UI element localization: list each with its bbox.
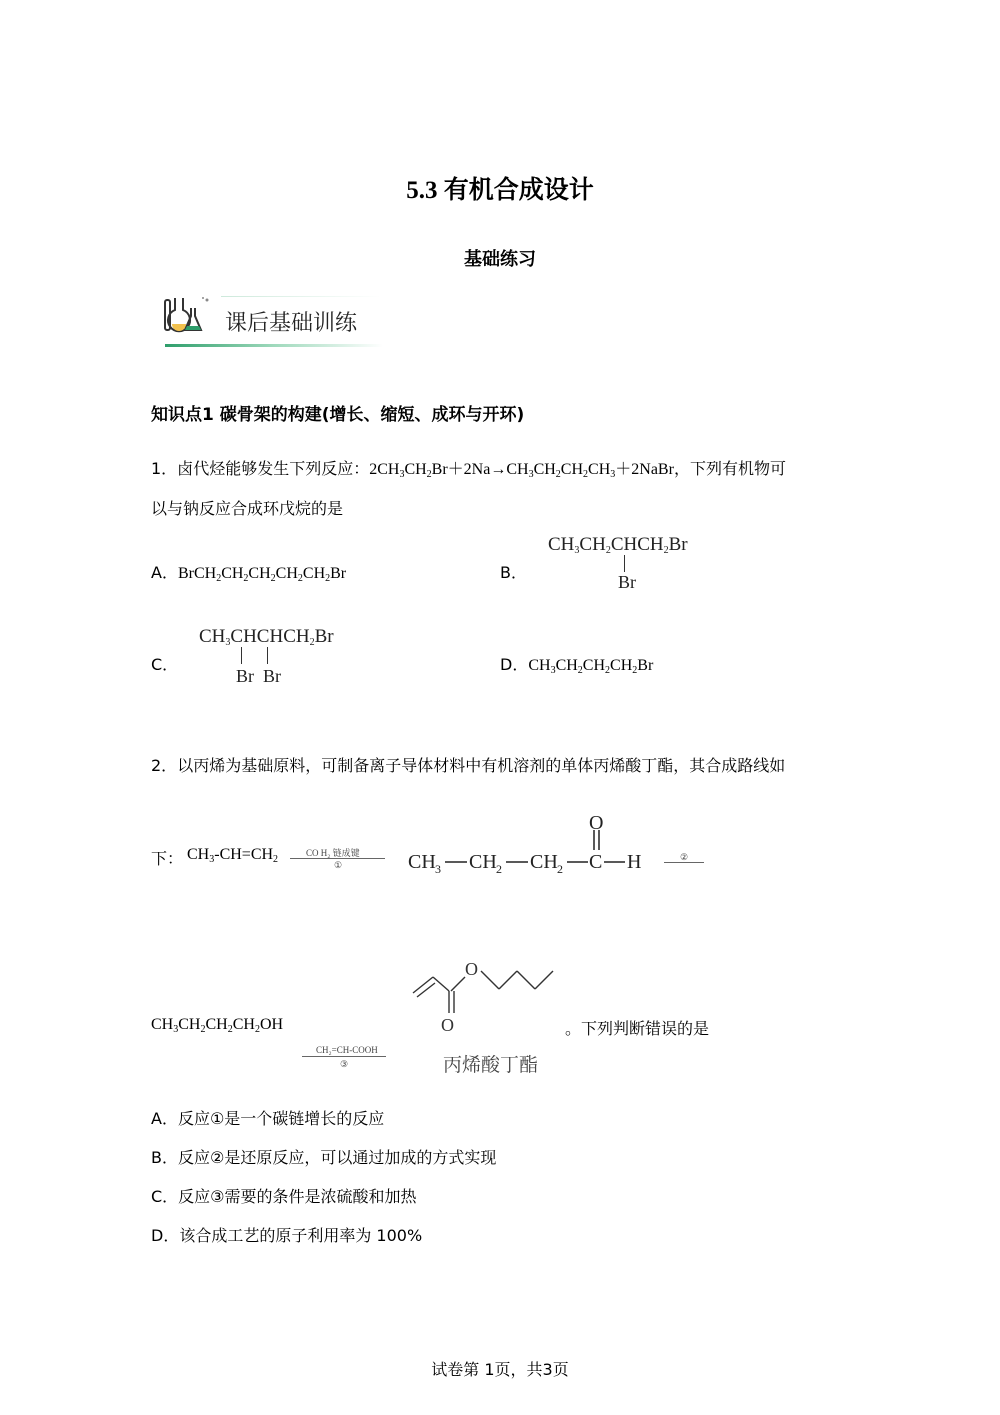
q1-option-c-label[interactable]: C． <box>151 655 179 674</box>
q1-option-b-br: Br <box>618 572 636 592</box>
q1-option-d[interactable]: D．$CH_3CH_2CH_2CH_2Br$ <box>500 655 654 676</box>
q1-option-d-formula: $CH_3CH_2CH_2CH_2Br$ <box>528 657 654 676</box>
svg-text:H: H <box>627 851 642 873</box>
q2-option-c[interactable]: C．反应③需要的条件是浓硫酸和加热 <box>151 1187 417 1206</box>
lab-flask-icon <box>163 294 213 340</box>
q2-number: 2． <box>151 756 178 775</box>
banner-underline <box>165 344 383 347</box>
q1-option-c-br-1: Br <box>236 666 254 686</box>
q2-question-tail: 。下列判断错误的是 <box>565 1019 710 1038</box>
q2-step1-number: ① <box>334 860 343 870</box>
q2-intro: 以丙烯为基础原料，可制备离子导体材料中有机溶剂的单体丙烯酸丁酯，其合成路线如 <box>177 756 786 775</box>
svg-text:2: 2 <box>496 862 502 876</box>
svg-text:CH: CH <box>408 851 436 873</box>
page-subtitle: 基础练习 <box>464 249 536 270</box>
q2-option-d[interactable]: D．该合成工艺的原子利用率为 100% <box>151 1226 423 1245</box>
q1-option-a[interactable]: A．$BrCH_2CH_2CH_2CH_2CH_2Br$ <box>151 563 347 584</box>
svg-text:O: O <box>589 812 604 834</box>
svg-text:3: 3 <box>435 862 441 876</box>
q2-step3-reagent: CH₂=CH-COOH <box>316 1045 378 1055</box>
section-banner <box>163 292 385 350</box>
knowledge-point-heading: 知识点1 碳骨架的构建(增长、缩短、成环与开环) <box>151 405 525 425</box>
q2-propene: $CH_3-CH=CH_2$ <box>187 846 279 865</box>
q2-route-prefix: 下： <box>151 849 184 868</box>
banner-label: 课后基础训练 <box>225 311 358 336</box>
q2-line1 <box>151 753 785 776</box>
q1-option-a-formula: $BrCH_2CH_2CH_2CH_2CH_2Br$ <box>177 565 347 584</box>
q1-number: 1． <box>151 459 178 478</box>
q2-step3-number: ③ <box>340 1059 349 1069</box>
banner-topline <box>221 296 381 297</box>
svg-text:2: 2 <box>557 862 563 876</box>
q1-line2: 以与钠反应合成环戊烷的是 <box>151 499 344 518</box>
q1-intro: 卤代烃能够发生下列反应： <box>177 459 370 478</box>
q2-step3-arrow <box>302 1056 386 1057</box>
svg-text:O: O <box>465 959 478 979</box>
q1-option-c-structure: $CH_3CHCHCH_2Br$ <box>199 626 334 648</box>
q2-option-a[interactable]: A．反应①是一个碳链增长的反应 <box>151 1109 385 1128</box>
q2-butanol: $CH_3CH_2CH_2CH_2OH$ <box>151 1016 284 1035</box>
svg-text:C: C <box>589 851 603 873</box>
svg-text:O: O <box>441 1015 454 1035</box>
svg-text:CH: CH <box>530 851 558 873</box>
q2-step1-arrow <box>290 858 385 859</box>
q1-option-c-br-2: Br <box>263 666 281 686</box>
page-title: 5.3 有机合成设计 <box>406 177 594 204</box>
q2-step1-reagent: CO H₂ 链成键 <box>306 848 360 858</box>
q1-equation: $2CH_3CH_2Br+2Na\to CH_3CH_2CH_2CH_3+2NaBr$ <box>369 461 674 480</box>
q1-line1 <box>151 456 786 479</box>
q1-option-b-label[interactable]: B． <box>500 563 527 582</box>
q2-ester-name: 丙烯酸丁酯 <box>443 1054 539 1076</box>
svg-text:CH: CH <box>469 851 497 873</box>
q2-step2-number: ② <box>680 852 689 862</box>
q1-option-c-bond-1 <box>241 647 242 664</box>
q1-option-b-structure: $CH_3CH_2CHCH_2Br$ <box>548 534 688 556</box>
q2-option-b[interactable]: B．反应②是还原反应，可以通过加成的方式实现 <box>151 1148 497 1167</box>
q1-option-b-bond <box>624 555 625 572</box>
q2-step2-arrow <box>664 862 704 863</box>
q1-option-c-bond-2 <box>267 647 268 664</box>
page-footer: 试卷第 1页，共3页 <box>431 1360 569 1379</box>
butanal-structure <box>405 810 655 885</box>
butyl-acrylate-structure <box>405 955 565 1035</box>
q1-intro-tail: ，下列有机物可 <box>673 459 786 478</box>
